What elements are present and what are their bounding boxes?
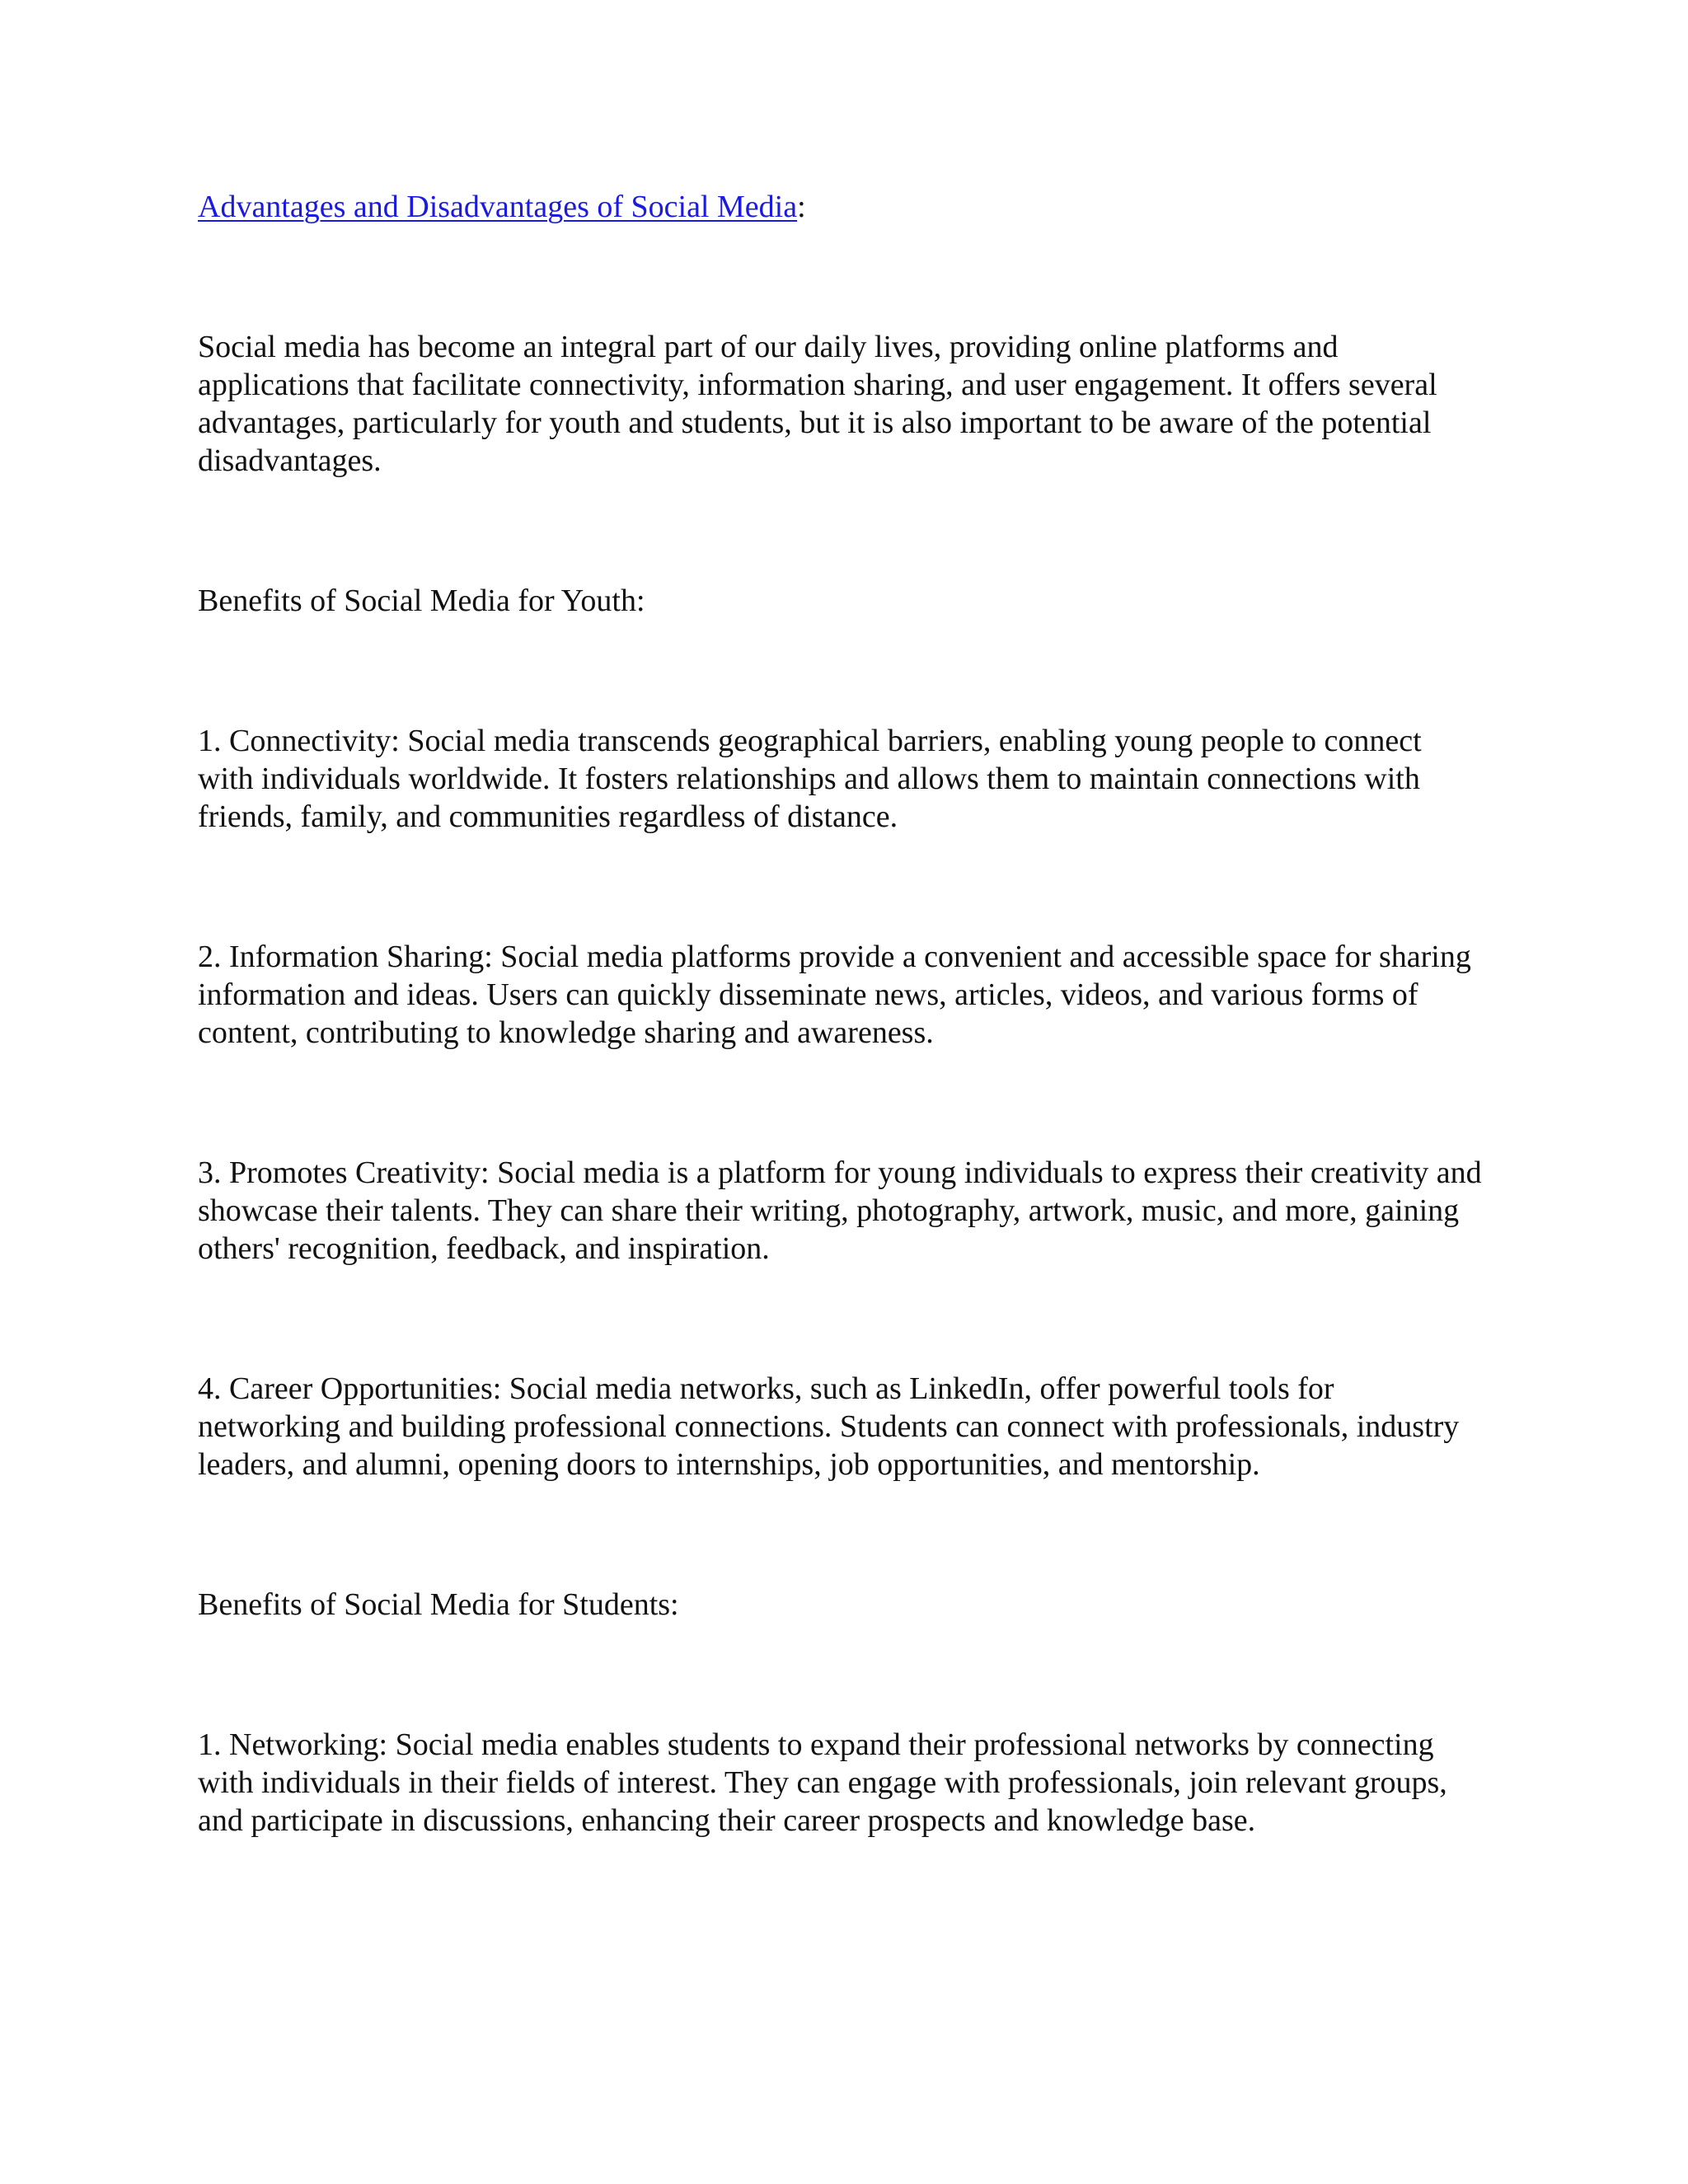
students-heading: Benefits of Social Media for Students: xyxy=(198,1587,679,1622)
youth-item-information-sharing: 2. Information Sharing: Social media platforms provide a convenient and accessible space for sharing information and ideas. Users can quickly disseminate news, articles, videos, and various forms of content, contributing to knowledge sharing and awareness. xyxy=(198,940,1471,1050)
youth-item-promotes-creativity: 3. Promotes Creativity: Social media is a platform for young individuals to express their creativity and showcase their talents. They can share their writing, photography, artwork, music, and more, gaining others' recognition, feedback, and inspiration. xyxy=(198,1155,1482,1266)
intro-paragraph: Social media has become an integral part of our daily lives, providing online platforms and applications that facilitate connectivity, information sharing, and user engagement. It offers several advantages, particularly for youth and students, but it is also important to be aware of the potential disadvantages. xyxy=(198,330,1437,478)
students-item-networking: 1. Networking: Social media enables students to expand their professional networks by connecting with individuals in their fields of interest. They can engage with professionals, join relevant groups, and participate in discussions, enhancing their career prospects and knowledge base. xyxy=(198,1727,1447,1838)
document-body xyxy=(198,188,1484,1840)
youth-item-connectivity: 1. Connectivity: Social media transcends geographical barriers, enabling young people to connect with individuals worldwide. It fosters relationships and allows them to maintain connections with friends, family, and communities regardless of distance. xyxy=(198,724,1422,834)
document-title xyxy=(198,188,1484,226)
title-suffix: : xyxy=(797,190,806,224)
youth-heading: Benefits of Social Media for Youth: xyxy=(198,583,645,618)
title-link[interactable]: Advantages and Disadvantages of Social Media xyxy=(198,190,798,224)
youth-item-career-opportunities: 4. Career Opportunities: Social media networks, such as LinkedIn, offer powerful tools for networking and building professional connections. Students can connect with professionals, industry leaders, and alumni, opening doors to internships, job opportunities, and mentorship. xyxy=(198,1371,1460,1482)
